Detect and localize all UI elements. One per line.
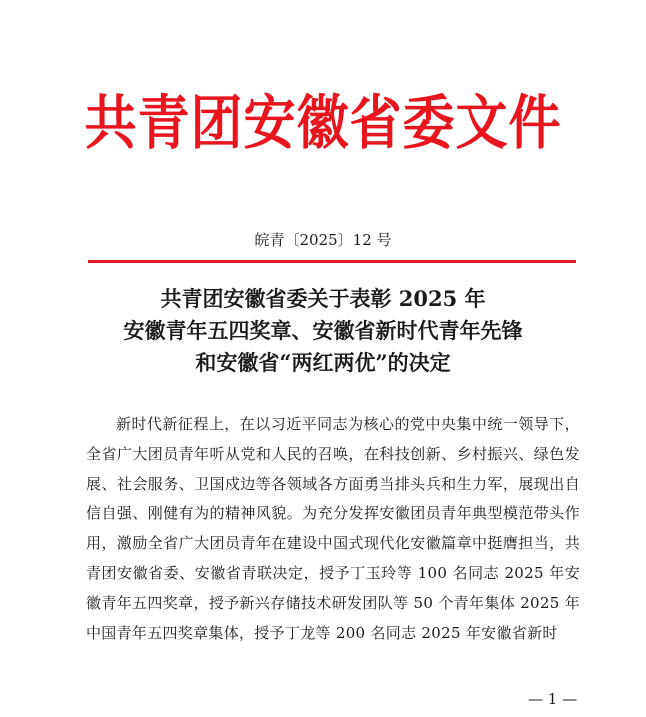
title-line: 共青团安徽省委关于表彰 2025 年: [160, 286, 486, 311]
masthead-title: 共青团安徽省委文件: [84, 90, 562, 158]
red-separator-line: [88, 260, 576, 263]
document-title: [60, 283, 586, 379]
title-line: 安徽青年五四奖章、安徽省新时代青年先锋: [123, 318, 523, 343]
body-paragraph: 新时代新征程上，在以习近平同志为核心的党中央集中统一领导下，全省广大团员青年听从党和人民的召唤，在科技创新、乡村振兴、绿色发展、社会服务、卫国戍边等各领域各方面勇当排头兵和生力军，展现出自信自强、刚健有为的精神风貌。为充分发挥安徽团员青年典型模范带头作用，激励全省广大团员青年在建设中国式现代化安徽篇章中挺膺担当，共青团安徽省委、安徽省青联决定，授予丁玉玲等 100 名同志 2025 年安徽青年五四奖章，授予新兴存储技术研发团队等 50 个青年集体 2025 年中国青年五四奖章集体，授予丁龙等 200 名同志 2025 年安徽省新时: [86, 415, 580, 642]
title-line: 和安徽省“两红两优”的决定: [195, 350, 451, 375]
page-number: — 1 —: [528, 690, 578, 708]
document-number: 皖青〔2025〕12 号: [254, 231, 392, 249]
